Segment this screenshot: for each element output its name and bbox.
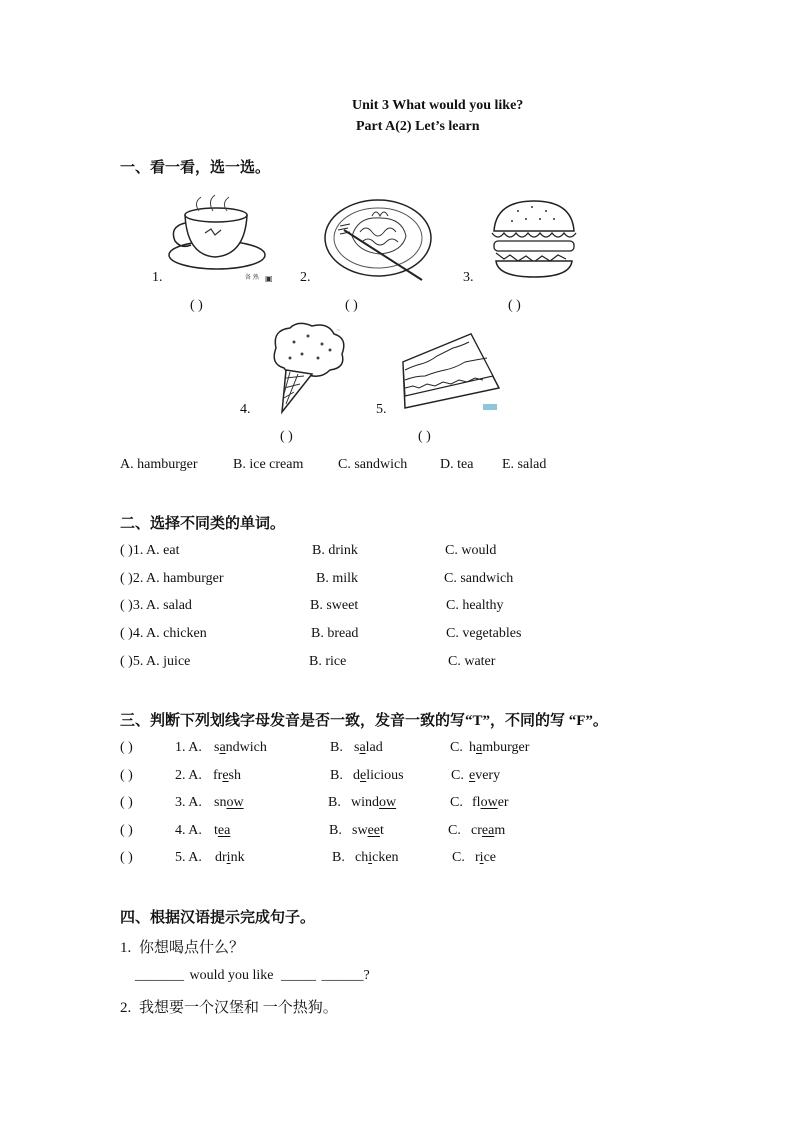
picture-number-1: 1. [152, 270, 163, 285]
sentence-1-answer-line [135, 968, 370, 984]
odd-row-4-question: ( )4. A. chicken [120, 626, 207, 641]
phonics-4-a: tea [214, 823, 231, 838]
sentence-1-blank-2[interactable]: _____ [281, 968, 316, 983]
odd-row-4-b: B. bread [311, 626, 359, 641]
phonics-1-b: salad [354, 740, 383, 755]
phonics-4-b-label: B. [329, 823, 342, 838]
picture-number-4: 4. [240, 402, 251, 417]
phonics-blank-5[interactable]: ( ) [120, 850, 133, 865]
odd-row-1-b: B. drink [312, 543, 358, 558]
sentence-1-blank-1[interactable]: _______ [135, 968, 184, 983]
option-ice-cream: B. ice cream [233, 457, 304, 472]
phonics-blank-4[interactable]: ( ) [120, 823, 133, 838]
sentence-2-prompt [120, 996, 338, 1017]
picture-blank-4[interactable]: ( ) [280, 429, 293, 444]
option-salad: E. salad [502, 457, 547, 472]
part-title: Part A(2) Let’s learn [356, 119, 480, 134]
phonics-3-b-label: B. [328, 795, 341, 810]
phonics-5-c-label: C. [452, 850, 465, 865]
phonics-1-c-label: C. [450, 740, 463, 755]
phonics-num-5: 5. A. [175, 850, 202, 865]
odd-row-5-question: ( )5. A. juice [120, 654, 191, 669]
odd-row-3-b: B. sweet [310, 598, 359, 613]
phonics-num-3: 3. A. [175, 795, 202, 810]
phonics-blank-1[interactable]: ( ) [120, 740, 133, 755]
phonics-2-c-label: C. [451, 768, 464, 783]
picture-number-5: 5. [376, 402, 387, 417]
picture-number-3: 3. [463, 270, 474, 285]
phonics-blank-2[interactable]: ( ) [120, 768, 133, 783]
phonics-num-4: 4. A. [175, 823, 202, 838]
odd-row-3-c: C. healthy [446, 598, 504, 613]
odd-row-2-b: B. milk [316, 571, 359, 586]
odd-row-2-question: ( )2. A. hamburger [120, 571, 224, 586]
odd-row-4-c: C. vegetables [446, 626, 522, 641]
phonics-3-a: snow [214, 795, 244, 810]
odd-row-2-c: C. sandwich [444, 571, 514, 586]
picture-blank-1[interactable]: ( ) [190, 298, 203, 313]
svg-text:~: ~ [336, 327, 342, 334]
phonics-num-2: 2. A. [175, 768, 202, 783]
option-tea: D. tea [440, 457, 474, 472]
phonics-5-b-label: B. [332, 850, 345, 865]
option-hamburger: A. hamburger [120, 457, 198, 472]
sentence-2-number: 2. [120, 1000, 132, 1016]
picture-blank-2[interactable]: ( ) [345, 298, 358, 313]
picture-blank-5[interactable]: ( ) [418, 429, 431, 444]
phonics-2-b: delicious [353, 768, 404, 783]
phonics-1-b-label: B. [330, 740, 343, 755]
option-sandwich: C. sandwich [338, 457, 408, 472]
picture-number-2: 2. [300, 270, 311, 285]
odd-row-1-c: C. would [445, 543, 497, 558]
phonics-5-b: chicken [355, 850, 399, 865]
section-4-heading: 四、根据汉语提示完成句子。 [120, 910, 316, 926]
sentence-1-prompt [120, 936, 244, 957]
phonics-1-a: sandwich [214, 740, 267, 755]
unit-title: Unit 3 What would you like? [352, 98, 524, 113]
section-1-heading: 一、看一看，选一选。 [120, 160, 271, 176]
picture-blank-3[interactable]: ( ) [508, 298, 521, 313]
phonics-blank-3[interactable]: ( ) [120, 795, 133, 810]
phonics-3-b: window [351, 795, 397, 810]
odd-row-5-c: C. water [448, 654, 496, 669]
phonics-5-a: drink [215, 850, 245, 865]
tea-cup-icon [165, 193, 275, 283]
tea-cup-mark: ▣ [265, 274, 273, 283]
phonics-2-b-label: B. [330, 768, 343, 783]
sentence-1-number: 1. [120, 940, 132, 956]
sentence-2-chinese: 我想要一个汉堡和 一个热狗。 [139, 1000, 338, 1016]
section-2-heading: 二、选择不同类的单词。 [120, 516, 286, 532]
odd-row-3-question: ( )3. A. salad [120, 598, 192, 613]
hamburger-icon [488, 197, 580, 281]
phonics-2-c: every [469, 768, 501, 783]
phonics-3-c: flower [472, 795, 509, 810]
sentence-1-blank-3[interactable]: ______ [321, 968, 364, 983]
salad-plate-icon [322, 196, 434, 282]
phonics-4-c-label: C. [448, 823, 461, 838]
odd-row-1-question: ( )1. A. eat [120, 543, 180, 558]
ice-cream-icon [268, 322, 352, 416]
phonics-4-b: sweet [352, 823, 384, 838]
phonics-5-c: rice [475, 850, 496, 865]
sandwich-icon [395, 330, 507, 414]
tea-cup-caption: 备 熟 [245, 274, 259, 281]
sentence-1-question-mark: ? [363, 968, 370, 983]
sentence-1-chinese: 你想喝点什么？ [139, 940, 245, 956]
phonics-1-c: hamburger [469, 740, 530, 755]
phonics-2-a: fresh [213, 768, 241, 783]
odd-row-5-b: B. rice [309, 654, 347, 669]
sentence-1-middle: would you like [189, 968, 274, 983]
phonics-4-c: cream [471, 823, 506, 838]
phonics-3-c-label: C. [450, 795, 463, 810]
section-3-heading: 三、判断下列划线字母发音是否一致，发音一致的写“T”，不同的写 “F”。 [120, 713, 608, 729]
phonics-num-1: 1. A. [175, 740, 202, 755]
